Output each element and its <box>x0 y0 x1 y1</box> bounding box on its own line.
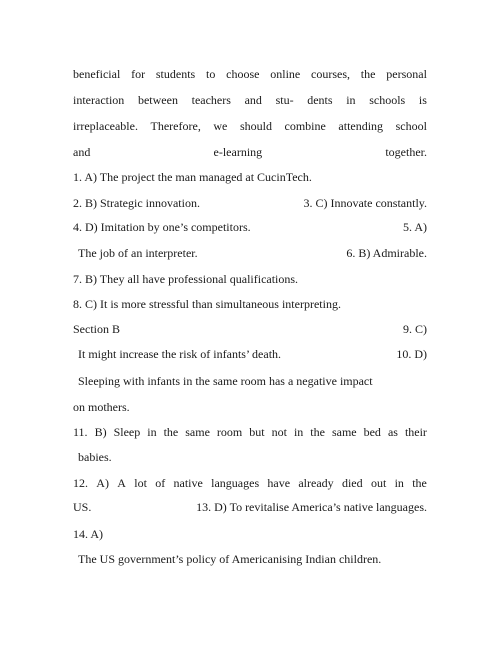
answer-9-text: It might increase the risk of infants’ death. <box>78 347 282 361</box>
word: 11. <box>73 425 88 439</box>
word: bed <box>363 425 381 439</box>
answer-4: 4. D) Imitation by one’s competitors. <box>73 220 251 234</box>
word: irreplaceable. <box>73 119 138 133</box>
word: lot <box>134 476 147 490</box>
word: but <box>249 425 265 439</box>
word: have <box>267 476 291 490</box>
word: and <box>244 93 262 107</box>
word: and <box>73 145 91 159</box>
word: the <box>163 425 179 439</box>
answer-10-label: 10. D) <box>396 347 427 361</box>
text-line-2 <box>73 90 427 110</box>
answer-14-text: The US government’s policy of Americanising Indian children. <box>78 552 382 566</box>
answer-8: 8. C) It is more stressful than simultaneous interpreting. <box>73 297 341 311</box>
word: A) <box>96 476 109 490</box>
word: native <box>173 476 203 490</box>
word: combine <box>284 119 326 133</box>
word: between <box>137 93 178 107</box>
word: languages <box>211 476 260 490</box>
answer-6: 6. B) Admirable. <box>346 246 427 260</box>
word: the <box>310 425 325 439</box>
answer-3: 3. C) Innovate constantly. <box>303 196 427 210</box>
word: teachers <box>191 93 231 107</box>
answer-11-cont: babies. <box>78 450 112 464</box>
answer-10-text: Sleeping with infants in the same room has a negative impact <box>78 374 373 388</box>
text-line-4 <box>73 142 427 162</box>
word: in <box>147 425 157 439</box>
section-heading: Section B <box>73 322 120 336</box>
word: attending <box>338 119 384 133</box>
word: the <box>412 476 427 490</box>
word: choose <box>226 67 260 81</box>
answer-9-label: 9. C) <box>403 322 427 336</box>
word: online <box>270 67 301 81</box>
answer-11 <box>73 422 427 442</box>
answer-9-10 <box>73 344 427 364</box>
answer-10-text-cont: on mothers. <box>73 400 130 414</box>
answer-12 <box>73 473 427 493</box>
answer-4-5 <box>73 217 427 237</box>
word: room <box>216 425 243 439</box>
section-b-row <box>73 319 427 339</box>
answer-2: 2. B) Strategic innovation. <box>73 196 200 210</box>
answer-5-text: The job of an interpreter. <box>78 246 198 260</box>
word: their <box>404 425 427 439</box>
word: same <box>185 425 210 439</box>
word: not <box>271 425 287 439</box>
text-line-1 <box>73 64 427 84</box>
word: courses, <box>311 67 351 81</box>
answer-5-label: 5. A) <box>403 220 427 234</box>
word: in <box>394 476 404 490</box>
word: school <box>395 119 427 133</box>
answer-7: 7. B) They all have professional qualifications. <box>73 272 299 286</box>
word: as <box>387 425 398 439</box>
word: same <box>331 425 357 439</box>
word: of <box>155 476 166 490</box>
word: the <box>360 67 376 81</box>
word: for <box>131 67 146 81</box>
answer-14-label: 14. A) <box>73 527 103 541</box>
word: in <box>346 93 356 107</box>
word: together. <box>385 145 427 159</box>
word: students <box>155 67 196 81</box>
word: personal <box>386 67 427 81</box>
word: B) <box>94 425 107 439</box>
word: died <box>341 476 363 490</box>
word: Therefore, <box>150 119 201 133</box>
word: A <box>117 476 126 490</box>
word: dents <box>307 93 333 107</box>
answer-13: 13. D) To revitalise America’s native languages. <box>196 500 427 514</box>
word: beneficial <box>73 67 121 81</box>
text-line-3 <box>73 116 427 136</box>
word: already <box>298 476 334 490</box>
word: e-learning <box>213 145 263 159</box>
word: should <box>239 119 272 133</box>
word: out <box>370 476 387 490</box>
answer-12-13 <box>73 497 427 517</box>
word: schools <box>369 93 406 107</box>
answer-12-cont: US. <box>73 500 92 514</box>
answer-1: 1. A) The project the man managed at CucinTech. <box>73 170 312 184</box>
word: Sleep <box>113 425 141 439</box>
answer-2-3 <box>73 193 427 213</box>
answer-5-6 <box>73 243 427 263</box>
word: to <box>206 67 216 81</box>
word: 12. <box>73 476 88 490</box>
word: interaction <box>73 93 125 107</box>
word: stu- <box>275 93 294 107</box>
word: is <box>418 93 427 107</box>
word: we <box>213 119 228 133</box>
word: in <box>293 425 304 439</box>
